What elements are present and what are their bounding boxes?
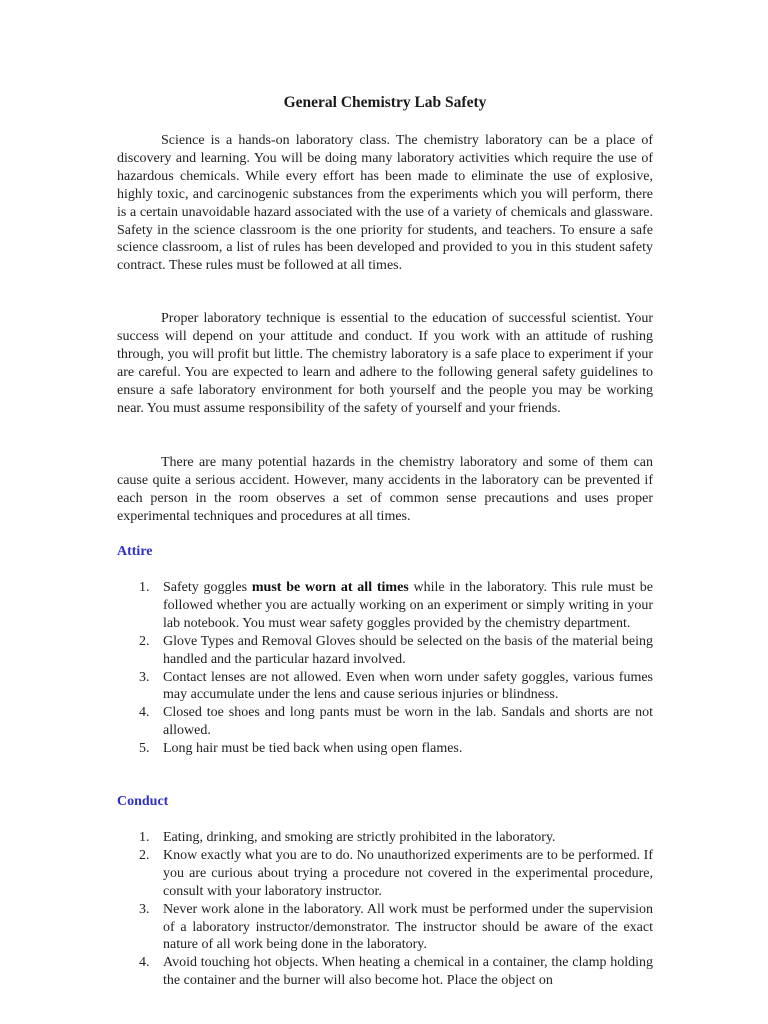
technique-paragraph: Proper laboratory technique is essential to the education of successful scientist. Your success will depend on your attitude and conduct. If you work with an attitude of rushing through, you will profit but little. The chemistry laboratory is a safe place to experiment if your are careful. You are expected to learn and adhere to the following general safety guidelines to ensure a safe laboratory environment for both yourself and the people you may be working near. You must assume responsibility of the safety of yourself and your friends. bbox=[117, 311, 653, 416]
list-item-number: 1. bbox=[139, 830, 150, 845]
list-item-emphasis: must be worn at all times bbox=[251, 580, 409, 595]
list-item-number: 1. bbox=[139, 580, 150, 595]
list-item-text: Glove Types and Removal Gloves should be selected on the basis of the material being handled and the particular hazard involved. bbox=[163, 633, 653, 667]
list-item-number: 3. bbox=[139, 669, 150, 685]
attire-list bbox=[117, 579, 653, 758]
list-item-text: Know exactly what you are to do. No unauthorized experiments are to be performed. If you are curious about trying a procedure not covered in the experimental procedure, consult with your laboratory instructor. bbox=[163, 847, 653, 899]
list-item-text: while in the laboratory. This rule must be followed whether you are actually working on an experiment or simply writing in your lab notebook. You must wear safety goggles provided by the chemistry department. bbox=[163, 580, 653, 631]
list-item-number: 4. bbox=[139, 955, 150, 971]
list-item-text: Avoid touching hot objects. When heating a chemical in a container, the clamp holding the container and the burner will also become hot. Place the object on bbox=[163, 955, 653, 989]
list-item bbox=[117, 633, 653, 669]
page-title: General Chemistry Lab Safety bbox=[283, 94, 487, 111]
conduct-heading: Conduct bbox=[117, 794, 169, 809]
list-item bbox=[117, 847, 653, 901]
list-item bbox=[117, 740, 653, 758]
list-item-number: 4. bbox=[139, 705, 150, 721]
list-item bbox=[117, 901, 653, 955]
hazards-paragraph: There are many potential hazards in the chemistry laboratory and some of them can cause quite a serious accident. However, many accidents in the laboratory can be prevented if each person in the room observes a set of common sense precautions and uses proper experimental techniques and procedures at all times. bbox=[117, 455, 653, 524]
intro-paragraph: Science is a hands-on laboratory class. The chemistry laboratory can be a place of discovery and learning. You will be doing many laboratory activities which require the use of hazardous chemicals. While every effort has been made to eliminate the use of explosive, highly toxic, and carcinogenic substances from the experiments which you will perform, there is a certain unavoidable hazard associated with the use of a variety of chemicals and glassware. Safety in the science classroom is the one priority for students, and teachers. To ensure a safe science classroom, a list of rules has been developed and provided to you in this student safety contract. These rules must be followed at all times. bbox=[117, 133, 653, 274]
list-item-number: 5. bbox=[139, 741, 150, 757]
list-item-text: Eating, drinking, and smoking are strictly prohibited in the laboratory. bbox=[163, 830, 556, 845]
conduct-list bbox=[117, 829, 653, 990]
list-item bbox=[117, 704, 653, 740]
list-item bbox=[117, 954, 653, 990]
list-item-number: 2. bbox=[139, 633, 150, 649]
list-item bbox=[117, 829, 653, 847]
list-item bbox=[117, 579, 653, 633]
list-item-number: 2. bbox=[139, 847, 150, 863]
list-item bbox=[117, 669, 653, 705]
list-item-text: Safety goggles bbox=[163, 580, 252, 595]
list-item-text: Closed toe shoes and long pants must be worn in the lab. Sandals and shorts are not allowed. bbox=[163, 705, 653, 739]
list-item-text: Contact lenses are not allowed. Even when worn under safety goggles, various fumes may accumulate under the lens and cause serious injuries or blindness. bbox=[163, 669, 653, 703]
attire-heading: Attire bbox=[117, 544, 153, 559]
list-item-number: 3. bbox=[139, 901, 150, 917]
list-item-text: Long hair must be tied back when using open flames. bbox=[163, 741, 463, 757]
list-item-text: Never work alone in the laboratory. All work must be performed under the supervision of a laboratory instructor/demonstrator. The instructor should be aware of the exact nature of all work being done in the laboratory. bbox=[163, 901, 653, 953]
